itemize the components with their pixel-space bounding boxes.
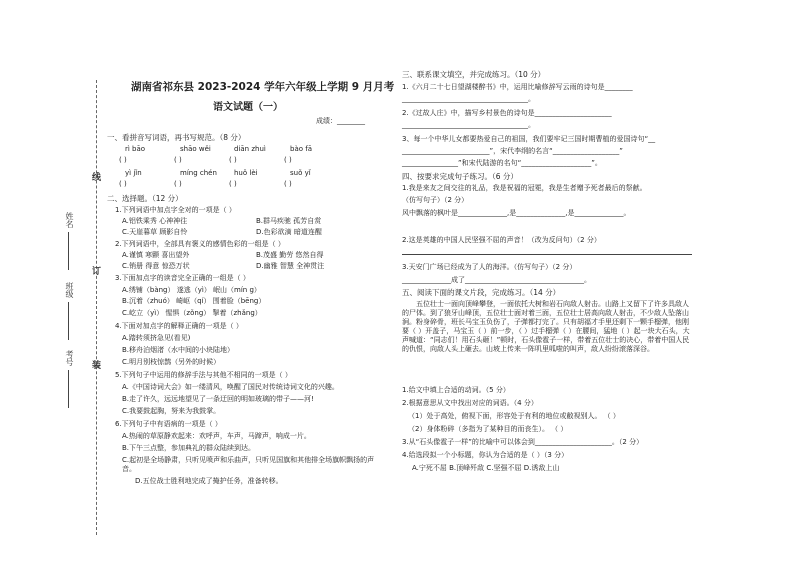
question-4-3: 3.天安门广场已经成为了人的海洋。（仿写句子）（2 分） xyxy=(402,263,577,271)
question-4-1: 1.我是来友之间交往的礼品，我是祝福的冠冕，我是生者赠予死者最后的祭献。 xyxy=(402,184,647,192)
fill-3-1b[interactable]: ____________________________________。 xyxy=(402,95,535,103)
pinyin-5: yì jǐn xyxy=(125,169,142,177)
binding-ding: 订 xyxy=(92,267,102,277)
pinyin-4: bào fā xyxy=(290,145,312,153)
pinyin-3: diān zhuì xyxy=(234,145,266,153)
pinyin-6: míng chén xyxy=(180,169,217,177)
class-label: 班级 xyxy=(65,282,74,298)
question-2-4: 4.下面对加点字的解释正确的一项是（ ） xyxy=(115,322,243,330)
fill-5-2a[interactable]: （1）处于高处，俯视下面，形容处于有利的地位或敝视别人。 （ ） xyxy=(408,412,620,420)
class-underline xyxy=(68,302,69,340)
question-2-6: 6.下列句子中有语病的一项是（ ） xyxy=(115,420,222,428)
answer-box[interactable]: ( ) xyxy=(284,180,292,188)
fill-3-3b[interactable]: _________________________”，宋代李纲的名言“___________________” xyxy=(402,147,623,155)
pinyin-2: shāo wěi xyxy=(180,145,211,153)
option[interactable]: A.绣铺（bàng） 遂逃（yì） 岷山（mín g） xyxy=(122,286,261,294)
option[interactable]: A.《中国诗词大会》如一缕清风，唤醒了国民对传统诗词文化的兴趣。 xyxy=(122,383,339,391)
fill-3-3c[interactable]: ________________”和宋代陆游的名句“____________________”。 xyxy=(402,159,602,167)
question-2-5: 5.下列句子中运用的修辞手法与其他不相同的一项是（ ） xyxy=(115,371,292,379)
option[interactable]: A.谨慎 寒颤 喜出望外 xyxy=(122,251,190,259)
answer-box[interactable]: ( ) xyxy=(229,180,237,188)
pinyin-8: suǒ yǐ xyxy=(290,169,311,177)
question-2-3: 3.下面加点字的读音完全正确的一组是（ ） xyxy=(115,274,250,282)
section-4-title: 四、按要求完成句子练习。（6 分） xyxy=(402,172,518,181)
option[interactable]: B.沉着（zhuó） 崎岖（qí） 围着脸（bēng） xyxy=(122,297,266,305)
fill-3-3[interactable]: 3、每一个中华儿女都要热爱自己的祖国，我们要牢记三国时期曹植的爱国诗句“__ xyxy=(402,135,656,143)
option[interactable]: C.明月别枝惊鹊（另外的时候） xyxy=(122,358,221,366)
question-5-1: 1.给文中填上合适的动词。（5 分） xyxy=(402,386,510,394)
option[interactable]: A.热闹的草原静欢起来：欢呼声，车声，马蹄声，响成一片。 xyxy=(122,432,311,440)
fill-3-1[interactable]: 1.《六月二十七日望湖楼醉书》中，运用比喻修辞写云雨的诗句是________ xyxy=(402,83,633,91)
score-label: 成绩：________ xyxy=(316,117,365,125)
option[interactable]: B.茂盛 勤劳 悠然自得 xyxy=(256,251,324,259)
option[interactable]: A.铝铁乘秀 心神神往 xyxy=(122,217,188,225)
fill-5-3[interactable]: 3.从“石头像雹子一样”的比喻中可以体会到______________________。（2 分） xyxy=(402,438,644,446)
question-5-2: 2.根据意思从文中找出对应的词语。（4 分） xyxy=(402,399,538,407)
option[interactable]: A.踏转须挤急见(看见) xyxy=(122,334,191,342)
option[interactable]: B.群马疾驰 孤芳自赏 xyxy=(256,217,322,225)
fill-3-2b[interactable]: ____________________________________。 xyxy=(402,121,535,129)
option[interactable]: D.五位战士胜利地完成了掩护任务，准备转移。 xyxy=(135,477,283,485)
section-5-title: 五、阅读下面的课文片段，完成练习。（14 分） xyxy=(402,288,561,297)
answer-box[interactable]: ( ) xyxy=(119,156,127,164)
answer-box[interactable]: ( ) xyxy=(229,156,237,164)
answer-box[interactable]: ( ) xyxy=(119,180,127,188)
exam-subtitle: 语文试题（一） xyxy=(213,102,283,113)
binding-line xyxy=(96,80,97,535)
name-label: 姓名 xyxy=(65,212,74,228)
fill-4-3[interactable]: ______________成了__________________________________。 xyxy=(402,276,591,284)
section-2-title: 二、选择题。（12 分） xyxy=(107,194,183,203)
name-underline xyxy=(68,232,69,270)
question-5-4: 4.给选段拟一个小标题，你认为合适的是（ ）（3 分） xyxy=(402,451,569,459)
exam-title: 湖南省祁东县 2023-2024 学年六年级上学期 9 月月考 xyxy=(131,81,395,93)
option[interactable]: C.销册 得意 惊恐万状 xyxy=(122,262,190,270)
fill-4-1[interactable]: 风中飘落的枫叶是______________,是______________,是______________。 xyxy=(402,209,631,217)
fill-5-2b[interactable]: （2）身体粉碎（多指为了某种目的而丧生）。 （ ） xyxy=(408,425,568,433)
section-1-title: 一、看拼音写词语，再书写规范。（8 分） xyxy=(107,133,246,142)
option[interactable]: B.下午三点整，参加典礼的群众陆续到达。 xyxy=(122,444,256,452)
option[interactable]: B.走了许久，远远地望见了一条迂回的明如玻璃的带子——河! xyxy=(122,395,314,403)
options-5-4[interactable]: A.宁死不屈 B.顶峰歼敌 C.坚强不屈 D.诱敌上山 xyxy=(412,464,560,472)
binding-zhuang: 装 xyxy=(92,361,102,371)
answer-box[interactable]: ( ) xyxy=(174,180,182,188)
answer-box[interactable]: ( ) xyxy=(284,156,292,164)
pinyin-1: rì bāo xyxy=(125,145,146,153)
section-3-title: 三、联系课文填空，并完成练习。（10 分） xyxy=(402,70,546,79)
question-2-2: 2.下列词语中，全部具有褒义的感情色彩的一组是（ ） xyxy=(115,240,285,248)
kaohao-underline xyxy=(68,370,69,408)
option[interactable]: B.移舟泊烟渚（水中间的小块陆地） xyxy=(122,346,235,354)
option[interactable]: D.幽雅 智慧 全神贯注 xyxy=(256,262,325,270)
kaohao-label: 考号 xyxy=(65,350,74,366)
question-4-1-note: （仿写句子）（2 分） xyxy=(402,196,469,204)
question-4-2: 2.这是英雄的中国人民坚强不屈的声音！（改为反问句）（2 分） xyxy=(402,236,601,244)
binding-xian: 线 xyxy=(92,173,102,183)
option[interactable]: D.色彩欲滴 暗道连醒 xyxy=(256,228,322,236)
option[interactable]: C.起初是全场静肃，只听见喷声和乐曲声，只听见国旗和其他排全场旗帜飘扬的声音。 xyxy=(122,456,375,473)
answer-box[interactable]: ( ) xyxy=(174,156,182,164)
option[interactable]: C.天崖暮草 顾影自怜 xyxy=(122,228,188,236)
answer-line[interactable] xyxy=(402,254,692,255)
reading-passage: 五位壮士一面向顶峰攀登，一面依托大树和岩石向敌人射击。山路上又留下了许多具敌人的尸体。到了狼牙山峰顶，五位壮士面对着三面，五位壮士居高向敌人射击，不少敌人坠落山涧。粉身碎骨，班长马宝玉负伤了，子弹都打完了。只有胡福才手里还剩下一颗手榴弹，他刚要（ ）开盖子，马宝玉（ ）前一步，（ ）过手榴弹（ ）在腰间，猛地（ ）起一块大石头，大声喊道：“同志们！用石头砸！”顿时，石头像雹子一样，带着五位壮士的决心，带着中国人民的仇恨，向敌人头上砸去。山坡上传来一阵叽里呱啦的叫声，敌人纷纷滚落深谷。 xyxy=(402,300,690,353)
option[interactable]: C.屹立（yì） 惺惧（zǒng） 掣着（zhǎng） xyxy=(122,309,262,317)
fill-3-2[interactable]: 2.《过故人庄》中，描写乡村景色的诗句是______________________ xyxy=(402,109,612,117)
pinyin-7: huǒ lèi xyxy=(234,169,258,177)
question-2-1: 1.下列词语中加点字全对的一项是（ ） xyxy=(115,206,236,214)
option[interactable]: C.我要鼓起胸，努来为我鼓掌。 xyxy=(122,407,221,415)
